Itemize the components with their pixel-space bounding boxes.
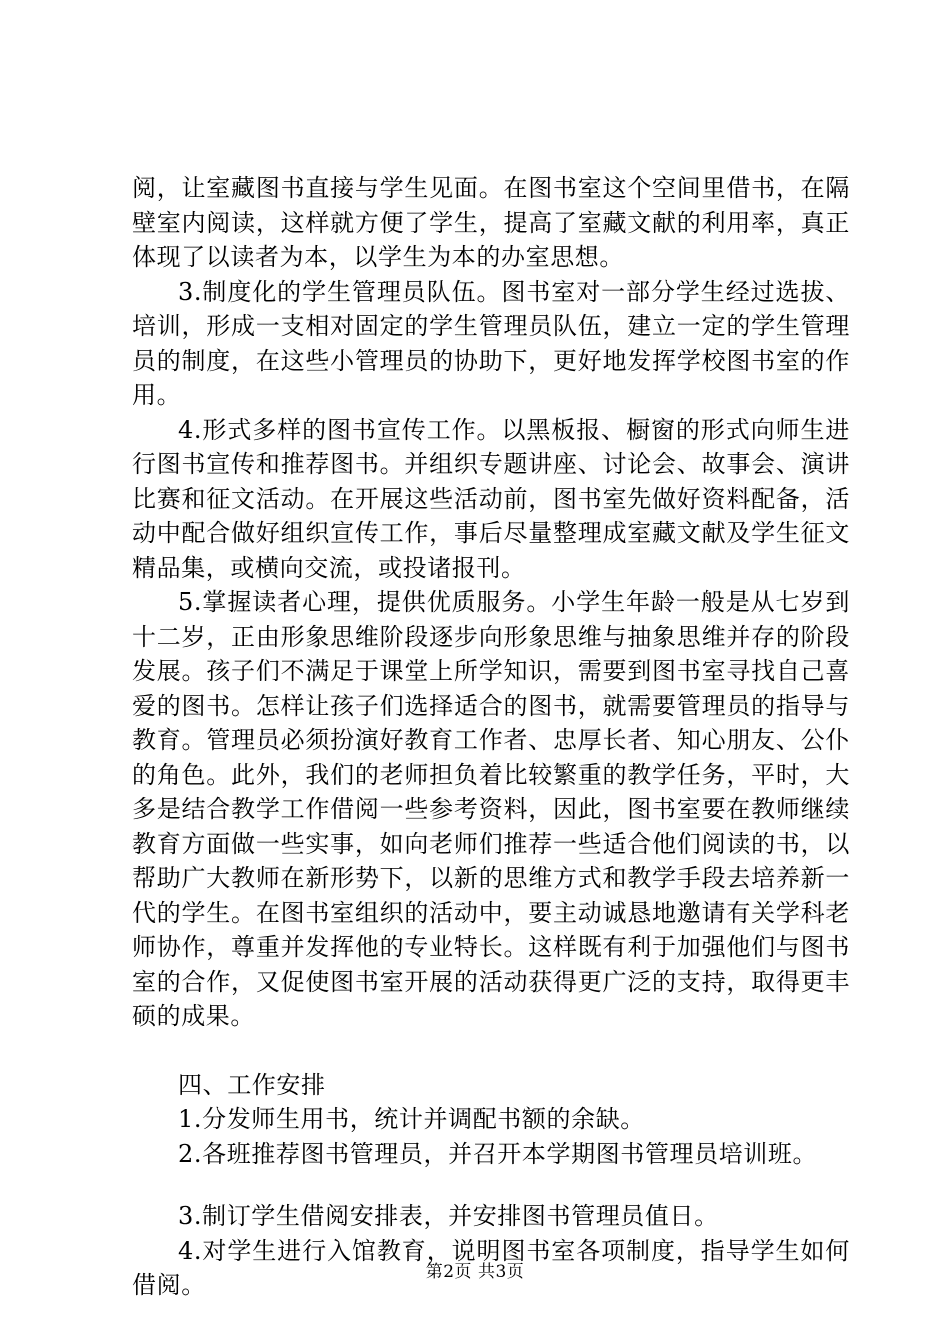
- paragraph-student-librarians: 3.制度化的学生管理员队伍。图书室对一部分学生经过选拔、培训，形成一支相对固定的学生管理员队伍，建立一定的学生管理员的制度，在这些小管理员的协助下，更好地发挥学校图书室的作用。: [132, 277, 850, 409]
- document-body: [132, 171, 850, 1303]
- list-item: 3.制订学生借阅安排表，并安排图书管理员值日。: [178, 1202, 719, 1230]
- page-number-footer: 第2页 共3页: [425, 1262, 525, 1282]
- paragraph-continued: 阅，让室藏图书直接与学生见面。在图书室这个空间里借书，在隔壁室内阅读，这样就方便了学生，提高了室藏文献的利用率，真正体现了以读者为本，以学生为本的办室思想。: [132, 174, 850, 271]
- section-heading: 四、工作安排: [178, 1070, 326, 1099]
- list-item: 2.各班推荐图书管理员，并召开本学期图书管理员培训班。: [178, 1139, 818, 1168]
- spacer: [132, 1171, 850, 1199]
- paragraph-book-promotion: 4.形式多样的图书宣传工作。以黑板报、橱窗的形式向师生进行图书宣传和推荐图书。并组织专题讲座、讨论会、故事会、演讲比赛和征文活动。在开展这些活动前，图书室先做好资料配备，活动中配合做好组织宣传工作，事后尽量整理成室藏文献及学生征文精品集，或横向交流，或投诸报刊。: [132, 415, 850, 582]
- spacer: [132, 1034, 850, 1068]
- list-item: 1.分发师生用书，统计并调配书额的余缺。: [178, 1105, 645, 1133]
- paragraph-reader-psychology: 5.掌握读者心理，提供优质服务。小学生年龄一般是从七岁到十二岁，正由形象思维阶段逐步向形象思维与抽象思维并存的阶段发展。孩子们不满足于课堂上所学知识，需要到图书室寻找自己喜爱的图书。怎样让孩子们选择适合的图书，就需要管理员的指导与教育。管理员必须扮演好教育工作者、忠厚长者、知心朋友、公仆的角色。此外，我们的老师担负着比较繁重的教学任务，平时，大多是结合教学工作借阅一些参考资料，因此，图书室要在教师继续教育方面做一些实事，如向老师们推荐一些适合他们阅读的书，以帮助广大教师在新形势下，以新的思维方式和教学手段去培养新一代的学生。在图书室组织的活动中，要主动诚恳地邀请有关学科老师协作，尊重并发挥他的专业特长。这样既有利于加强他们与图书室的合作，又促使图书室开展的活动获得更广泛的支持，取得更丰硕的成果。: [132, 588, 850, 1030]
- list-item: 4.对学生进行入馆教育，说明图书室各项制度，指导学生如何借阅。: [132, 1236, 850, 1299]
